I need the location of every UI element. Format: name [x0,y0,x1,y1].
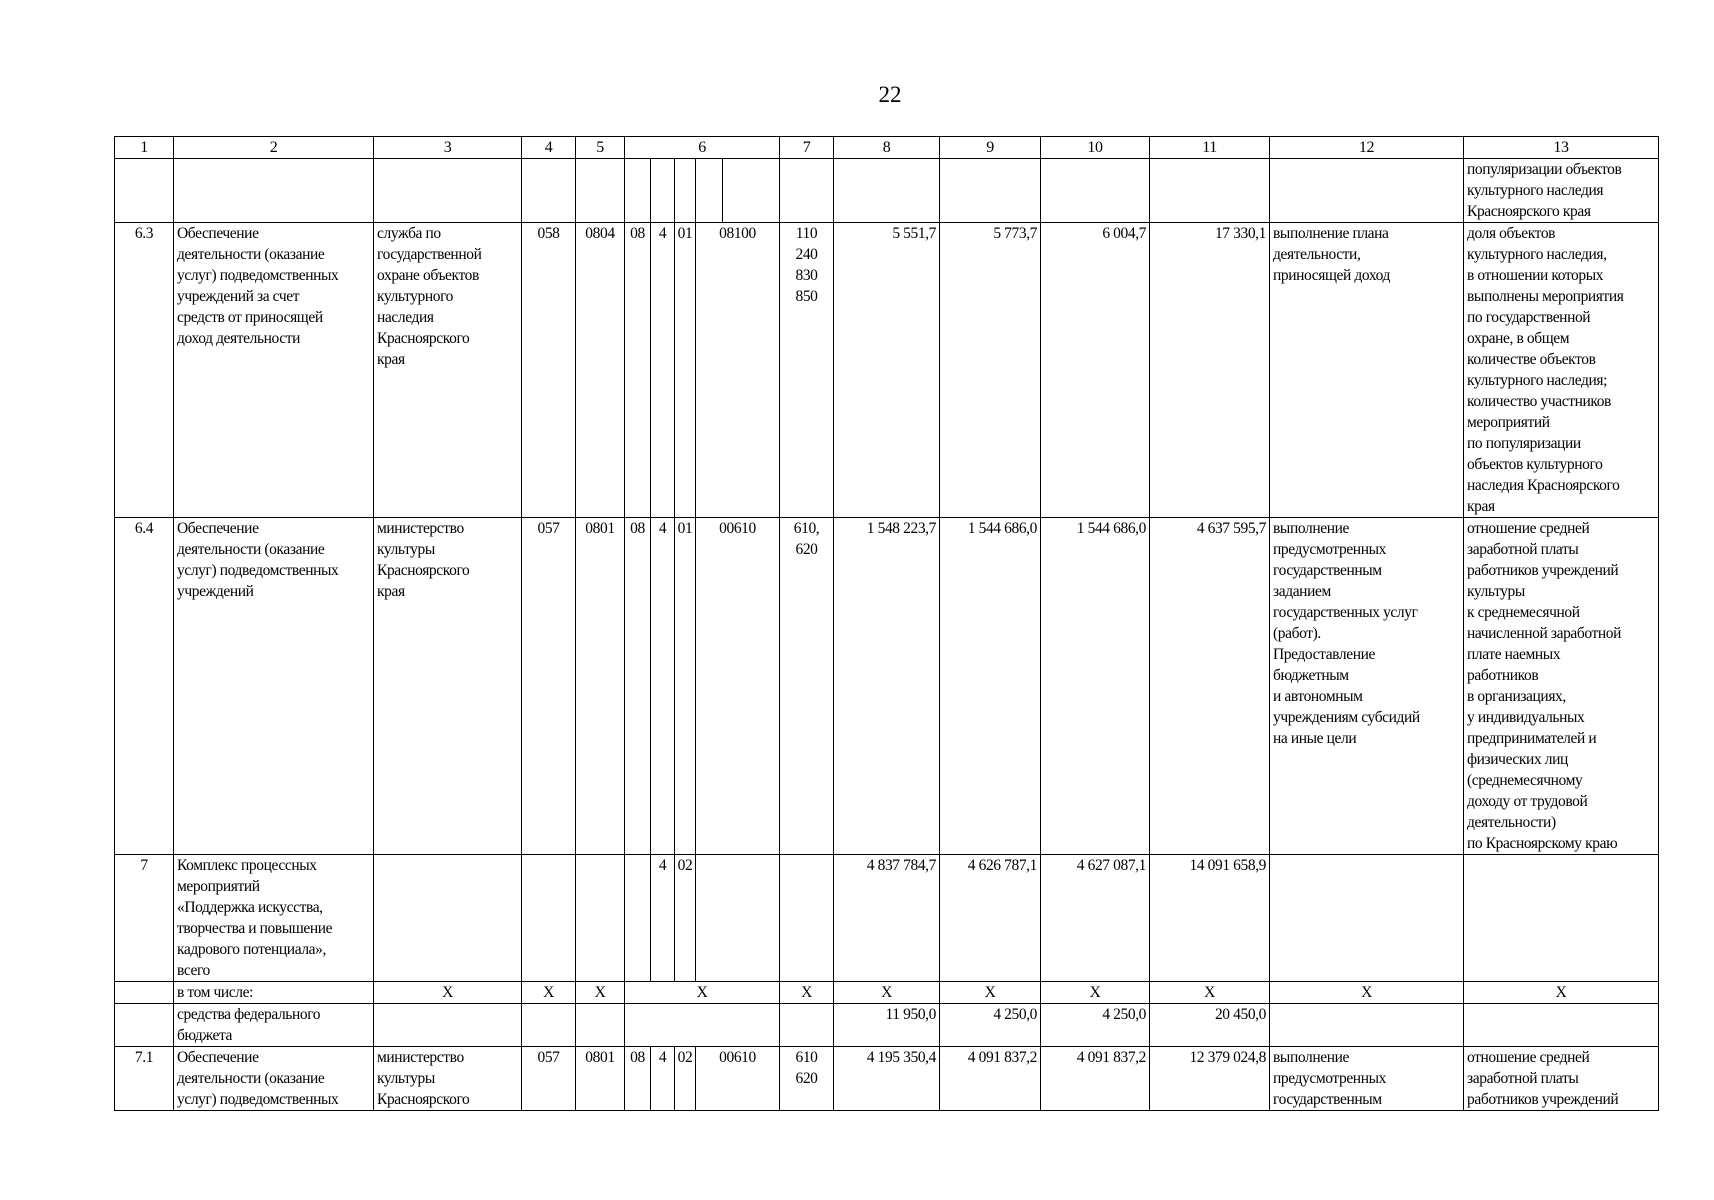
total-amount: 4 637 595,7 [1150,518,1270,855]
csr-code-2: 4 [651,223,675,518]
year1-amount: 11 950,0 [834,1004,940,1047]
year3-amount: 4 091 837,2 [1041,1047,1150,1111]
total-amount: 17 330,1 [1150,223,1270,518]
year1-amount: 4 195 350,4 [834,1047,940,1111]
x-mark: X [940,982,1041,1004]
grbs-code: 057 [522,1047,576,1111]
csr-code-3: 02 [675,855,696,982]
year3-amount: 6 004,7 [1041,223,1150,518]
col-header: 10 [1041,137,1150,159]
x-mark: X [834,982,940,1004]
rzpr-code: 0804 [576,223,625,518]
row-number: 7 [115,855,174,982]
col-header: 2 [174,137,374,159]
csr-code-3: 01 [675,518,696,855]
row-number: 6.4 [115,518,174,855]
grbs-code: 057 [522,518,576,855]
year2-amount: 1 544 686,0 [940,518,1041,855]
csr-code-1: 08 [625,223,651,518]
measure-name: Комплекс процессных мероприятий «Поддержка искусства, творчества и повышение кадрового потенциала», всего [174,855,374,982]
vr-code: 110 240 830 850 [780,223,834,518]
table-row [115,518,1659,855]
year2-amount: 5 773,7 [940,223,1041,518]
subtotal-label: в том числе: [174,982,374,1004]
measure-name: Обеспечение деятельности (оказание услуг) подведомственных учреждений [174,518,374,855]
table-row [115,1047,1659,1111]
vr-code: 610, 620 [780,518,834,855]
x-mark: X [625,982,780,1004]
col-header: 1 [115,137,174,159]
csr-code-4: 08100 [696,223,780,518]
executor: министерство культуры Красноярского края [374,518,522,855]
table-row [115,223,1659,518]
csr-code-1: 08 [625,518,651,855]
indicator-cell: доля объектов культурного наследия, в отношении которых выполнены мероприятия по государственной охране, в общем количестве объектов культурного наследия; количество участников мероприятий по популяризации объектов культурного наследия Красноярского края [1464,223,1659,518]
total-amount: 12 379 024,8 [1150,1047,1270,1111]
csr-code-3: 01 [675,223,696,518]
year2-amount: 4 626 787,1 [940,855,1041,982]
csr-code-2: 4 [651,518,675,855]
indicator-cell: популяризации объектов культурного наследия Красноярского края [1464,159,1659,223]
indicator-cell: отношение средней заработной платы работников учреждений [1464,1047,1659,1111]
x-mark: X [576,982,625,1004]
csr-code-1: 08 [625,1047,651,1111]
year3-amount: 4 250,0 [1041,1004,1150,1047]
page-number: 22 [878,82,902,107]
executor: служба по государственной охране объектов культурного наследия Красноярского края [374,223,522,518]
csr-code-4: 00610 [696,1047,780,1111]
x-mark: X [1270,982,1464,1004]
x-mark: X [780,982,834,1004]
x-mark: X [1150,982,1270,1004]
year1-amount: 4 837 784,7 [834,855,940,982]
csr-code-2: 4 [651,1047,675,1111]
col-header: 4 [522,137,576,159]
table-row [115,982,1659,1004]
measure-name: Обеспечение деятельности (оказание услуг) подведомственных [174,1047,374,1111]
header-row [115,137,1659,159]
year2-amount: 4 250,0 [940,1004,1041,1047]
col-header: 3 [374,137,522,159]
col-header: 9 [940,137,1041,159]
executor: министерство культуры Красноярского [374,1047,522,1111]
indicator-cell: отношение средней заработной платы работников учреждений культуры к среднемесячной начисленной заработной плате наемных работников в организациях, у индивидуальных предпринимателей и физических лиц (среднемесячному доходу от трудовой деятельности) по Красноярскому краю [1464,518,1659,855]
expected-result: выполнение предусмотренных государственным [1270,1047,1464,1111]
rzpr-code: 0801 [576,1047,625,1111]
expected-result: выполнение предусмотренных государственным заданием государственных услуг (работ). Предоставление бюджетным и автономным учреждениям субсидий на иные цели [1270,518,1464,855]
x-mark: X [374,982,522,1004]
table-row [115,855,1659,982]
total-amount: 20 450,0 [1150,1004,1270,1047]
rzpr-code: 0801 [576,518,625,855]
col-header: 7 [780,137,834,159]
grbs-code: 058 [522,223,576,518]
table-row [115,159,1659,223]
budget-table [114,136,1659,1111]
table-row [115,1004,1659,1047]
csr-code-3: 02 [675,1047,696,1111]
x-mark: X [1041,982,1150,1004]
col-header: 6 [625,137,780,159]
year1-amount: 5 551,7 [834,223,940,518]
year3-amount: 1 544 686,0 [1041,518,1150,855]
x-mark: X [522,982,576,1004]
year2-amount: 4 091 837,2 [940,1047,1041,1111]
expected-result: выполнение плана деятельности, приносящей доход [1270,223,1464,518]
measure-name: Обеспечение деятельности (оказание услуг) подведомственных учреждений за счет средств от приносящей доход деятельности [174,223,374,518]
csr-code-4: 00610 [696,518,780,855]
vr-code: 610 620 [780,1047,834,1111]
col-header: 12 [1270,137,1464,159]
col-header: 11 [1150,137,1270,159]
total-amount: 14 091 658,9 [1150,855,1270,982]
col-header: 5 [576,137,625,159]
x-mark: X [1464,982,1659,1004]
row-number: 7.1 [115,1047,174,1111]
year3-amount: 4 627 087,1 [1041,855,1150,982]
csr-code-2: 4 [651,855,675,982]
col-header: 13 [1464,137,1659,159]
row-number: 6.3 [115,223,174,518]
year1-amount: 1 548 223,7 [834,518,940,855]
col-header: 8 [834,137,940,159]
funding-source-label: средства федерального бюджета [174,1004,374,1047]
